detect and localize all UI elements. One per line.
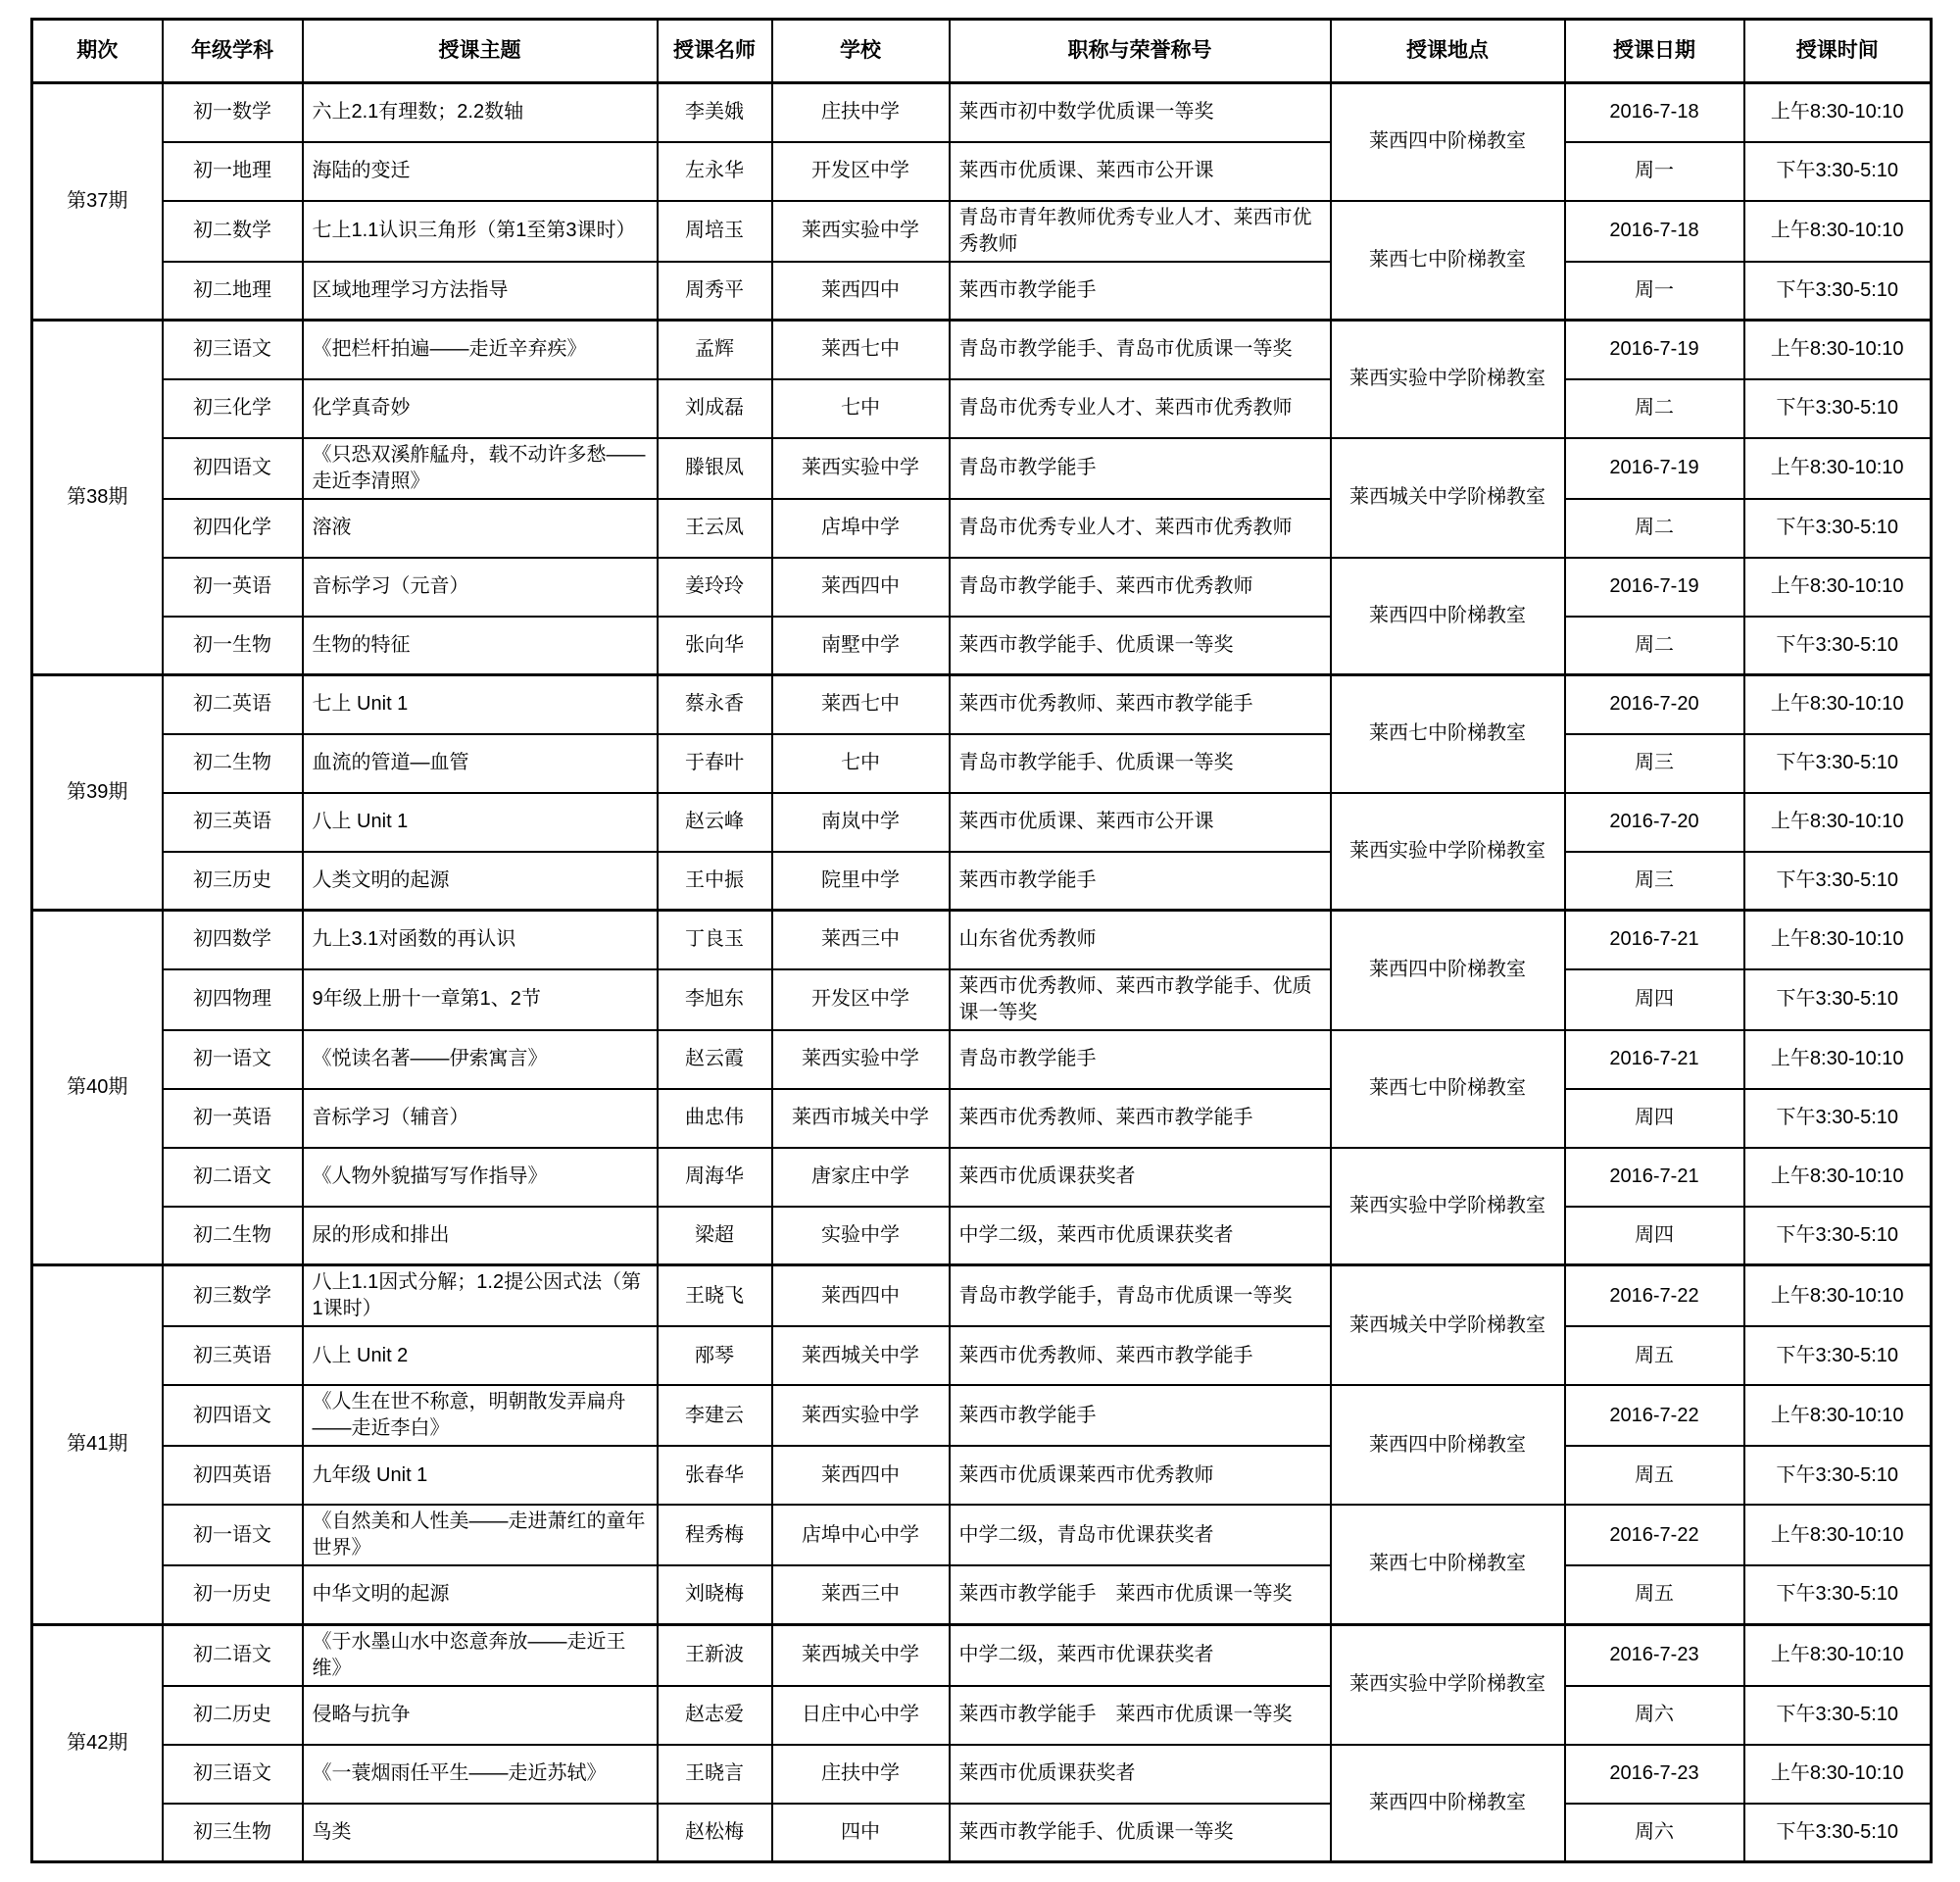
time-cell: 下午3:30-5:10 xyxy=(1744,142,1932,201)
subject-cell: 初一历史 xyxy=(163,1565,303,1624)
honors-cell: 青岛市教学能手、莱西市优秀教师 xyxy=(950,558,1331,617)
teacher-cell: 邴琴 xyxy=(658,1326,772,1385)
date-cell: 2016-7-22 xyxy=(1565,1385,1744,1446)
time-cell: 下午3:30-5:10 xyxy=(1744,499,1932,558)
honors-cell: 莱西市教学能手 xyxy=(950,262,1331,321)
teacher-cell: 赵云峰 xyxy=(658,793,772,852)
topic-cell: 《人生在世不称意，明朝散发弄扁舟——走近李白》 xyxy=(303,1385,658,1446)
period-cell: 第39期 xyxy=(32,675,163,911)
school-cell: 莱西四中 xyxy=(772,262,950,321)
date-cell: 2016-7-23 xyxy=(1565,1745,1744,1804)
table-header-row xyxy=(32,20,1932,83)
date-cell: 2016-7-18 xyxy=(1565,201,1744,262)
honors-cell: 青岛市优秀专业人才、莱西市优秀教师 xyxy=(950,499,1331,558)
topic-cell: 音标学习（辅音） xyxy=(303,1089,658,1148)
subject-cell: 初三生物 xyxy=(163,1804,303,1862)
subject-cell: 初一语文 xyxy=(163,1030,303,1089)
date-cell: 2016-7-18 xyxy=(1565,83,1744,142)
subject-cell: 初二数学 xyxy=(163,201,303,262)
school-cell: 开发区中学 xyxy=(772,142,950,201)
table-row xyxy=(32,1207,1932,1265)
location-cell: 莱西四中阶梯教室 xyxy=(1331,1385,1565,1505)
table-row xyxy=(32,1745,1932,1804)
date-cell: 2016-7-19 xyxy=(1565,558,1744,617)
teacher-cell: 王云凤 xyxy=(658,499,772,558)
time-cell: 上午8:30-10:10 xyxy=(1744,558,1932,617)
column-header: 期次 xyxy=(32,20,163,83)
date-cell: 2016-7-20 xyxy=(1565,793,1744,852)
time-cell: 上午8:30-10:10 xyxy=(1744,83,1932,142)
date-cell: 2016-7-21 xyxy=(1565,1030,1744,1089)
date-cell: 周六 xyxy=(1565,1686,1744,1745)
time-cell: 下午3:30-5:10 xyxy=(1744,969,1932,1030)
honors-cell: 莱西市优质课获奖者 xyxy=(950,1745,1331,1804)
date-cell: 2016-7-21 xyxy=(1565,911,1744,969)
school-cell: 莱西四中 xyxy=(772,1265,950,1327)
subject-cell: 初一地理 xyxy=(163,142,303,201)
date-cell: 2016-7-19 xyxy=(1565,438,1744,499)
subject-cell: 初三化学 xyxy=(163,379,303,438)
column-header: 学校 xyxy=(772,20,950,83)
table-row xyxy=(32,969,1932,1030)
period-cell: 第41期 xyxy=(32,1265,163,1625)
subject-cell: 初四物理 xyxy=(163,969,303,1030)
honors-cell: 莱西市优秀教师、莱西市教学能手 xyxy=(950,675,1331,734)
date-cell: 周六 xyxy=(1565,1804,1744,1862)
topic-cell: 海陆的变迁 xyxy=(303,142,658,201)
subject-cell: 初三英语 xyxy=(163,1326,303,1385)
subject-cell: 初四语文 xyxy=(163,438,303,499)
school-cell: 莱西四中 xyxy=(772,1446,950,1505)
school-cell: 实验中学 xyxy=(772,1207,950,1265)
school-cell: 莱西实验中学 xyxy=(772,438,950,499)
table-row xyxy=(32,1089,1932,1148)
topic-cell: 《把栏杆拍遍——走近辛弃疾》 xyxy=(303,321,658,379)
location-cell: 莱西四中阶梯教室 xyxy=(1331,558,1565,675)
teacher-cell: 赵志爱 xyxy=(658,1686,772,1745)
location-cell: 莱西七中阶梯教室 xyxy=(1331,201,1565,321)
table-row xyxy=(32,321,1932,379)
school-cell: 唐家庄中学 xyxy=(772,1148,950,1207)
teacher-cell: 滕银凤 xyxy=(658,438,772,499)
time-cell: 上午8:30-10:10 xyxy=(1744,201,1932,262)
date-cell: 2016-7-22 xyxy=(1565,1505,1744,1565)
teacher-cell: 蔡永香 xyxy=(658,675,772,734)
school-cell: 莱西实验中学 xyxy=(772,1385,950,1446)
topic-cell: 中华文明的起源 xyxy=(303,1565,658,1624)
date-cell: 周五 xyxy=(1565,1565,1744,1624)
column-header: 授课名师 xyxy=(658,20,772,83)
date-cell: 周二 xyxy=(1565,499,1744,558)
school-cell: 店埠中学 xyxy=(772,499,950,558)
date-cell: 2016-7-21 xyxy=(1565,1148,1744,1207)
honors-cell: 中学二级，莱西市优课获奖者 xyxy=(950,1624,1331,1686)
time-cell: 上午8:30-10:10 xyxy=(1744,321,1932,379)
subject-cell: 初二生物 xyxy=(163,1207,303,1265)
teacher-cell: 王新波 xyxy=(658,1624,772,1686)
subject-cell: 初一语文 xyxy=(163,1505,303,1565)
time-cell: 下午3:30-5:10 xyxy=(1744,1326,1932,1385)
school-cell: 莱西城关中学 xyxy=(772,1624,950,1686)
table-row xyxy=(32,852,1932,911)
topic-cell: 9年级上册十一章第1、2节 xyxy=(303,969,658,1030)
honors-cell: 青岛市青年教师优秀专业人才、莱西市优秀教师 xyxy=(950,201,1331,262)
table-row xyxy=(32,1385,1932,1446)
teacher-cell: 周培玉 xyxy=(658,201,772,262)
school-cell: 莱西市城关中学 xyxy=(772,1089,950,1148)
table-row xyxy=(32,1505,1932,1565)
topic-cell: 尿的形成和排出 xyxy=(303,1207,658,1265)
time-cell: 上午8:30-10:10 xyxy=(1744,1624,1932,1686)
column-header: 授课主题 xyxy=(303,20,658,83)
topic-cell: 八上1.1因式分解；1.2提公因式法（第1课时） xyxy=(303,1265,658,1327)
honors-cell: 莱西市优秀教师、莱西市教学能手、优质课一等奖 xyxy=(950,969,1331,1030)
topic-cell: 区域地理学习方法指导 xyxy=(303,262,658,321)
topic-cell: 音标学习（元音） xyxy=(303,558,658,617)
honors-cell: 青岛市优秀专业人才、莱西市优秀教师 xyxy=(950,379,1331,438)
time-cell: 上午8:30-10:10 xyxy=(1744,1745,1932,1804)
topic-cell: 化学真奇妙 xyxy=(303,379,658,438)
topic-cell: 《只恐双溪舴艋舟，载不动许多愁——走近李清照》 xyxy=(303,438,658,499)
teacher-cell: 王晓飞 xyxy=(658,1265,772,1327)
time-cell: 下午3:30-5:10 xyxy=(1744,1207,1932,1265)
table-row xyxy=(32,1148,1932,1207)
location-cell: 莱西实验中学阶梯教室 xyxy=(1331,1624,1565,1745)
time-cell: 下午3:30-5:10 xyxy=(1744,1686,1932,1745)
table-row xyxy=(32,499,1932,558)
location-cell: 莱西四中阶梯教室 xyxy=(1331,911,1565,1030)
table-row xyxy=(32,142,1932,201)
school-cell: 庄扶中学 xyxy=(772,1745,950,1804)
column-header: 年级学科 xyxy=(163,20,303,83)
time-cell: 下午3:30-5:10 xyxy=(1744,379,1932,438)
time-cell: 上午8:30-10:10 xyxy=(1744,793,1932,852)
honors-cell: 青岛市教学能手、青岛市优质课一等奖 xyxy=(950,321,1331,379)
topic-cell: 生物的特征 xyxy=(303,617,658,675)
topic-cell: 《于水墨山水中恣意奔放——走近王维》 xyxy=(303,1624,658,1686)
subject-cell: 初三英语 xyxy=(163,793,303,852)
topic-cell: 七上 Unit 1 xyxy=(303,675,658,734)
subject-cell: 初二生物 xyxy=(163,734,303,793)
subject-cell: 初二语文 xyxy=(163,1624,303,1686)
table-row xyxy=(32,1686,1932,1745)
period-cell: 第42期 xyxy=(32,1624,163,1862)
teacher-cell: 李旭东 xyxy=(658,969,772,1030)
teacher-cell: 丁良玉 xyxy=(658,911,772,969)
table-row xyxy=(32,1804,1932,1862)
teacher-cell: 左永华 xyxy=(658,142,772,201)
teacher-cell: 王晓言 xyxy=(658,1745,772,1804)
location-cell: 莱西四中阶梯教室 xyxy=(1331,1745,1565,1862)
honors-cell: 莱西市教学能手、优质课一等奖 xyxy=(950,1804,1331,1862)
date-cell: 周一 xyxy=(1565,142,1744,201)
time-cell: 上午8:30-10:10 xyxy=(1744,1385,1932,1446)
subject-cell: 初四数学 xyxy=(163,911,303,969)
date-cell: 周一 xyxy=(1565,262,1744,321)
teaching-schedule-table xyxy=(30,18,1933,1863)
honors-cell: 莱西市教学能手 莱西市优质课一等奖 xyxy=(950,1686,1331,1745)
topic-cell: 鸟类 xyxy=(303,1804,658,1862)
teacher-cell: 张向华 xyxy=(658,617,772,675)
topic-cell: 九上3.1对函数的再认识 xyxy=(303,911,658,969)
time-cell: 上午8:30-10:10 xyxy=(1744,438,1932,499)
subject-cell: 初二地理 xyxy=(163,262,303,321)
topic-cell: 侵略与抗争 xyxy=(303,1686,658,1745)
time-cell: 下午3:30-5:10 xyxy=(1744,852,1932,911)
time-cell: 下午3:30-5:10 xyxy=(1744,617,1932,675)
topic-cell: 《自然美和人性美——走进萧红的童年世界》 xyxy=(303,1505,658,1565)
date-cell: 周五 xyxy=(1565,1446,1744,1505)
honors-cell: 青岛市教学能手、优质课一等奖 xyxy=(950,734,1331,793)
honors-cell: 山东省优秀教师 xyxy=(950,911,1331,969)
location-cell: 莱西四中阶梯教室 xyxy=(1331,83,1565,201)
teacher-cell: 梁超 xyxy=(658,1207,772,1265)
honors-cell: 莱西市教学能手 莱西市优质课一等奖 xyxy=(950,1565,1331,1624)
time-cell: 上午8:30-10:10 xyxy=(1744,1030,1932,1089)
table-row xyxy=(32,83,1932,142)
topic-cell: 溶液 xyxy=(303,499,658,558)
table-body xyxy=(32,83,1932,1862)
table-row xyxy=(32,675,1932,734)
time-cell: 下午3:30-5:10 xyxy=(1744,262,1932,321)
time-cell: 下午3:30-5:10 xyxy=(1744,1446,1932,1505)
table-row xyxy=(32,201,1932,262)
teacher-cell: 张春华 xyxy=(658,1446,772,1505)
subject-cell: 初四化学 xyxy=(163,499,303,558)
period-cell: 第40期 xyxy=(32,911,163,1265)
column-header: 授课日期 xyxy=(1565,20,1744,83)
topic-cell: 《人物外貌描写写作指导》 xyxy=(303,1148,658,1207)
table-row xyxy=(32,558,1932,617)
topic-cell: 八上 Unit 2 xyxy=(303,1326,658,1385)
subject-cell: 初四语文 xyxy=(163,1385,303,1446)
honors-cell: 青岛市教学能手 xyxy=(950,1030,1331,1089)
date-cell: 周三 xyxy=(1565,734,1744,793)
school-cell: 莱西城关中学 xyxy=(772,1326,950,1385)
table-row xyxy=(32,617,1932,675)
honors-cell: 青岛市教学能手 xyxy=(950,438,1331,499)
subject-cell: 初二历史 xyxy=(163,1686,303,1745)
time-cell: 下午3:30-5:10 xyxy=(1744,734,1932,793)
subject-cell: 初二英语 xyxy=(163,675,303,734)
subject-cell: 初一生物 xyxy=(163,617,303,675)
time-cell: 下午3:30-5:10 xyxy=(1744,1804,1932,1862)
date-cell: 周二 xyxy=(1565,379,1744,438)
location-cell: 莱西实验中学阶梯教室 xyxy=(1331,793,1565,911)
topic-cell: 七上1.1认识三角形（第1至第3课时） xyxy=(303,201,658,262)
teacher-cell: 赵松梅 xyxy=(658,1804,772,1862)
time-cell: 上午8:30-10:10 xyxy=(1744,1265,1932,1327)
honors-cell: 莱西市教学能手、优质课一等奖 xyxy=(950,617,1331,675)
school-cell: 院里中学 xyxy=(772,852,950,911)
school-cell: 南墅中学 xyxy=(772,617,950,675)
topic-cell: 六上2.1有理数；2.2数轴 xyxy=(303,83,658,142)
teacher-cell: 程秀梅 xyxy=(658,1505,772,1565)
teacher-cell: 李美娥 xyxy=(658,83,772,142)
time-cell: 下午3:30-5:10 xyxy=(1744,1089,1932,1148)
teacher-cell: 李建云 xyxy=(658,1385,772,1446)
table-row xyxy=(32,911,1932,969)
location-cell: 莱西城关中学阶梯教室 xyxy=(1331,438,1565,558)
school-cell: 店埠中心中学 xyxy=(772,1505,950,1565)
teacher-cell: 曲忠伟 xyxy=(658,1089,772,1148)
date-cell: 2016-7-19 xyxy=(1565,321,1744,379)
subject-cell: 初三语文 xyxy=(163,1745,303,1804)
teacher-cell: 刘成磊 xyxy=(658,379,772,438)
school-cell: 七中 xyxy=(772,734,950,793)
location-cell: 莱西实验中学阶梯教室 xyxy=(1331,1148,1565,1265)
date-cell: 周五 xyxy=(1565,1326,1744,1385)
date-cell: 周二 xyxy=(1565,617,1744,675)
subject-cell: 初三数学 xyxy=(163,1265,303,1327)
honors-cell: 莱西市优质课、莱西市公开课 xyxy=(950,142,1331,201)
time-cell: 下午3:30-5:10 xyxy=(1744,1565,1932,1624)
teacher-cell: 姜玲玲 xyxy=(658,558,772,617)
table-row xyxy=(32,1565,1932,1624)
topic-cell: 人类文明的起源 xyxy=(303,852,658,911)
date-cell: 周四 xyxy=(1565,969,1744,1030)
school-cell: 庄扶中学 xyxy=(772,83,950,142)
location-cell: 莱西七中阶梯教室 xyxy=(1331,1505,1565,1624)
honors-cell: 莱西市优秀教师、莱西市教学能手 xyxy=(950,1326,1331,1385)
honors-cell: 莱西市初中数学优质课一等奖 xyxy=(950,83,1331,142)
topic-cell: 九年级 Unit 1 xyxy=(303,1446,658,1505)
date-cell: 周四 xyxy=(1565,1207,1744,1265)
school-cell: 南岚中学 xyxy=(772,793,950,852)
time-cell: 上午8:30-10:10 xyxy=(1744,1505,1932,1565)
school-cell: 七中 xyxy=(772,379,950,438)
date-cell: 2016-7-23 xyxy=(1565,1624,1744,1686)
teacher-cell: 王中振 xyxy=(658,852,772,911)
table-row xyxy=(32,1624,1932,1686)
honors-cell: 中学二级，青岛市优课获奖者 xyxy=(950,1505,1331,1565)
time-cell: 上午8:30-10:10 xyxy=(1744,675,1932,734)
school-cell: 开发区中学 xyxy=(772,969,950,1030)
subject-cell: 初一英语 xyxy=(163,558,303,617)
table-row xyxy=(32,793,1932,852)
honors-cell: 莱西市优质课莱西市优秀教师 xyxy=(950,1446,1331,1505)
teacher-cell: 周秀平 xyxy=(658,262,772,321)
table-row xyxy=(32,1265,1932,1327)
honors-cell: 莱西市优秀教师、莱西市教学能手 xyxy=(950,1089,1331,1148)
school-cell: 莱西三中 xyxy=(772,1565,950,1624)
column-header: 职称与荣誉称号 xyxy=(950,20,1331,83)
teacher-cell: 赵云霞 xyxy=(658,1030,772,1089)
school-cell: 莱西七中 xyxy=(772,321,950,379)
subject-cell: 初一英语 xyxy=(163,1089,303,1148)
honors-cell: 青岛市教学能手，青岛市优质课一等奖 xyxy=(950,1265,1331,1327)
school-cell: 莱西三中 xyxy=(772,911,950,969)
date-cell: 周三 xyxy=(1565,852,1744,911)
period-cell: 第37期 xyxy=(32,83,163,321)
location-cell: 莱西七中阶梯教室 xyxy=(1331,675,1565,793)
topic-cell: 八上 Unit 1 xyxy=(303,793,658,852)
location-cell: 莱西城关中学阶梯教室 xyxy=(1331,1265,1565,1386)
school-cell: 莱西四中 xyxy=(772,558,950,617)
topic-cell: 《一蓑烟雨任平生——走近苏轼》 xyxy=(303,1745,658,1804)
school-cell: 莱西实验中学 xyxy=(772,201,950,262)
subject-cell: 初二语文 xyxy=(163,1148,303,1207)
honors-cell: 莱西市优质课获奖者 xyxy=(950,1148,1331,1207)
date-cell: 周四 xyxy=(1565,1089,1744,1148)
table-row xyxy=(32,1446,1932,1505)
honors-cell: 莱西市优质课、莱西市公开课 xyxy=(950,793,1331,852)
time-cell: 上午8:30-10:10 xyxy=(1744,1148,1932,1207)
subject-cell: 初一数学 xyxy=(163,83,303,142)
date-cell: 2016-7-22 xyxy=(1565,1265,1744,1327)
date-cell: 2016-7-20 xyxy=(1565,675,1744,734)
time-cell: 上午8:30-10:10 xyxy=(1744,911,1932,969)
column-header: 授课地点 xyxy=(1331,20,1565,83)
subject-cell: 初三历史 xyxy=(163,852,303,911)
topic-cell: 《悦读名著——伊索寓言》 xyxy=(303,1030,658,1089)
school-cell: 莱西实验中学 xyxy=(772,1030,950,1089)
school-cell: 四中 xyxy=(772,1804,950,1862)
topic-cell: 血流的管道—血管 xyxy=(303,734,658,793)
honors-cell: 中学二级，莱西市优质课获奖者 xyxy=(950,1207,1331,1265)
location-cell: 莱西七中阶梯教室 xyxy=(1331,1030,1565,1148)
teacher-cell: 刘晓梅 xyxy=(658,1565,772,1624)
subject-cell: 初三语文 xyxy=(163,321,303,379)
subject-cell: 初四英语 xyxy=(163,1446,303,1505)
table-row xyxy=(32,262,1932,321)
school-cell: 莱西七中 xyxy=(772,675,950,734)
teacher-cell: 孟辉 xyxy=(658,321,772,379)
column-header: 授课时间 xyxy=(1744,20,1932,83)
table-row xyxy=(32,1030,1932,1089)
honors-cell: 莱西市教学能手 xyxy=(950,852,1331,911)
location-cell: 莱西实验中学阶梯教室 xyxy=(1331,321,1565,438)
teacher-cell: 于春叶 xyxy=(658,734,772,793)
teacher-cell: 周海华 xyxy=(658,1148,772,1207)
honors-cell: 莱西市教学能手 xyxy=(950,1385,1331,1446)
period-cell: 第38期 xyxy=(32,321,163,675)
table-row xyxy=(32,379,1932,438)
table-row xyxy=(32,1326,1932,1385)
table-row xyxy=(32,438,1932,499)
school-cell: 日庄中心中学 xyxy=(772,1686,950,1745)
table-row xyxy=(32,734,1932,793)
